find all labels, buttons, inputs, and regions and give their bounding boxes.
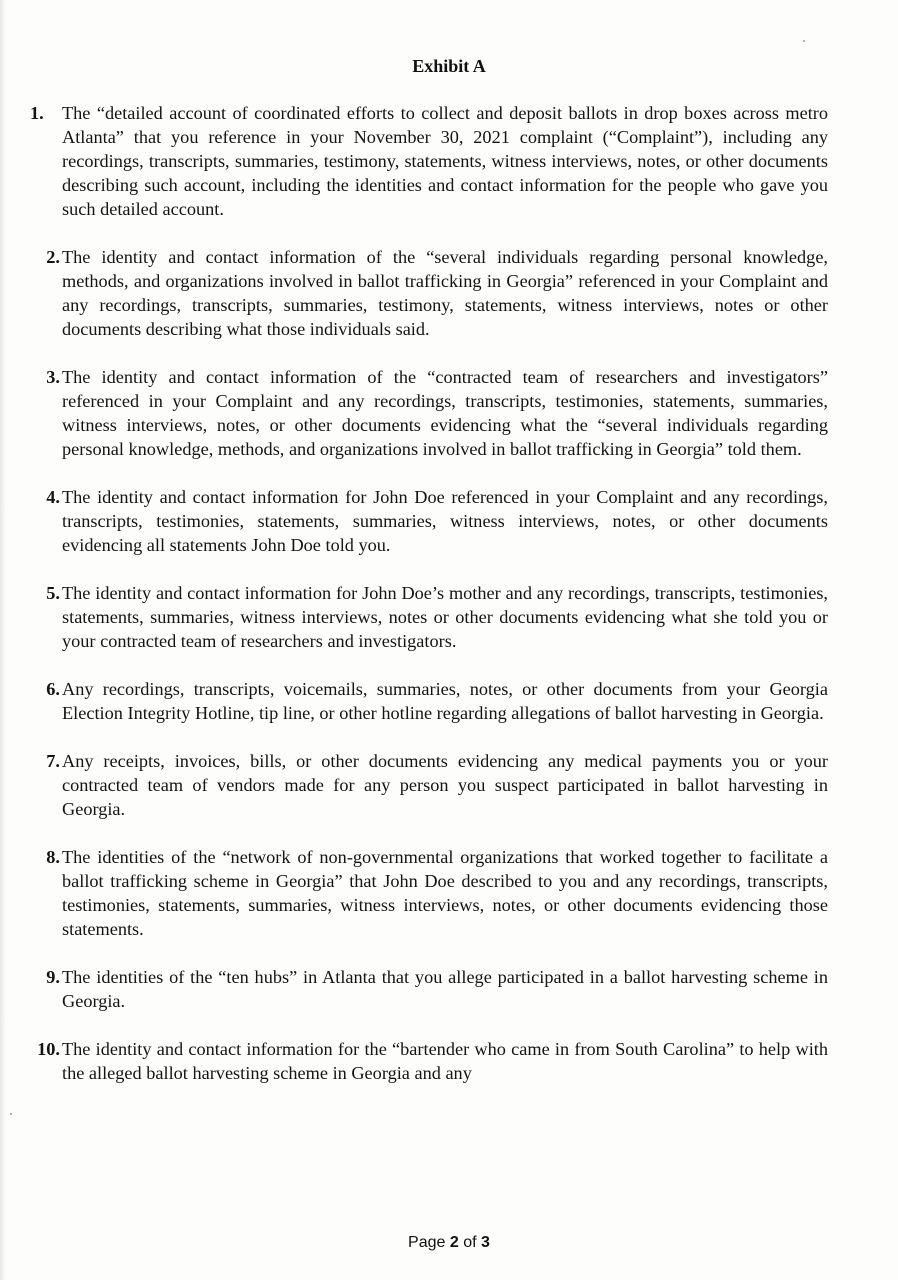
list-item xyxy=(22,245,828,341)
item-number: 3. xyxy=(46,367,60,387)
item-text: The identity and contact information for John Doe referenced in your Complaint and any recordings, transcripts, testimonies, statements, summaries, witness interviews, notes, or other documents evidencing all statements John Doe told you. xyxy=(62,487,828,555)
page-total: 3 xyxy=(481,1234,490,1251)
scan-speck xyxy=(803,40,805,42)
list-item xyxy=(22,101,828,221)
of-label: of xyxy=(463,1234,477,1251)
list-item xyxy=(22,845,828,941)
item-number: 2. xyxy=(46,247,60,267)
page-footer xyxy=(0,1234,898,1252)
item-number: 9. xyxy=(46,967,60,987)
item-number: 1. xyxy=(30,103,44,123)
list-item xyxy=(22,677,828,725)
item-number: 5. xyxy=(46,583,60,603)
list-item xyxy=(22,1037,828,1085)
list-item xyxy=(22,485,828,557)
item-text: The identity and contact information of the “several individuals regarding personal knowledge, methods, and organizations involved in ballot trafficking in Georgia” referenced in your Complaint and any recordings, transcripts, summaries, testimony, statements, witness interviews, notes or other documents describing what those individuals said. xyxy=(62,247,828,339)
scan-speck xyxy=(10,1113,12,1115)
item-text: The identities of the “network of non-governmental organizations that worked together to facilitate a ballot trafficking scheme in Georgia” that John Doe described to you and any recordings, transcripts, testimonies, statements, summaries, witness interviews, notes, or other documents evidencing those statements. xyxy=(62,847,828,939)
request-list xyxy=(22,101,828,1085)
item-number: 10. xyxy=(37,1039,60,1059)
item-number: 8. xyxy=(46,847,60,867)
exhibit-title: Exhibit A xyxy=(412,56,486,76)
page-number: 2 xyxy=(449,1234,459,1251)
list-item xyxy=(22,581,828,653)
item-number: 6. xyxy=(46,679,60,699)
item-text: The “detailed account of coordinated efforts to collect and deposit ballots in drop boxes across metro Atlanta” that you reference in your November 30, 2021 complaint (“Complaint”), including any recordings, transcripts, summaries, testimony, statements, witness interviews, notes, or other documents describing such account, including the identities and contact information for the people who gave you such detailed account. xyxy=(62,103,828,219)
scan-edge-shadow xyxy=(0,0,6,1280)
list-item xyxy=(22,365,828,461)
item-number: 4. xyxy=(46,487,60,507)
item-text: The identity and contact information for the “bartender who came in from South Carolina” to help with the alleged ballot harvesting scheme in Georgia and any xyxy=(62,1039,828,1083)
item-text: The identity and contact information of the “contracted team of researchers and investigators” referenced in your Complaint and any recordings, transcripts, testimonies, statements, summaries, witness interviews, notes, or other documents evidencing what the “several individuals regarding personal knowledge, methods, and organizations involved in ballot trafficking in Georgia” told them. xyxy=(62,367,828,459)
list-item xyxy=(22,965,828,1013)
item-text: The identity and contact information for John Doe’s mother and any recordings, transcripts, testimonies, statements, summaries, witness interviews, notes or other documents evidencing what she told you or your contracted team of researchers and investigators. xyxy=(62,583,828,651)
item-number: 7. xyxy=(46,751,60,771)
list-item xyxy=(22,749,828,821)
item-text: Any receipts, invoices, bills, or other documents evidencing any medical payments you or your contracted team of vendors made for any person you suspect participated in ballot harvesting in Georgia. xyxy=(62,751,828,819)
item-text: Any recordings, transcripts, voicemails, summaries, notes, or other documents from your Georgia Election Integrity Hotline, tip line, or other hotline regarding allegations of ballot harvesting in Georgia. xyxy=(62,679,828,723)
page-label: Page xyxy=(408,1234,446,1251)
item-text: The identities of the “ten hubs” in Atlanta that you allege participated in a ballot harvesting scheme in Georgia. xyxy=(62,967,828,1011)
